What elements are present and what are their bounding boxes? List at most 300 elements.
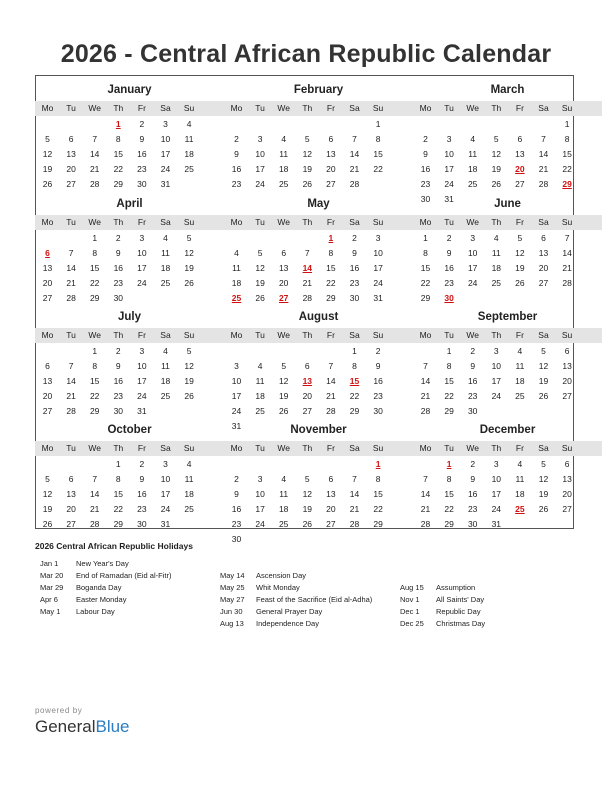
day-cell[interactable]: 12	[255, 263, 265, 273]
day-cell[interactable]: 9	[446, 248, 452, 258]
day-cell[interactable]: 20	[326, 164, 336, 174]
day-cell[interactable]: 31	[444, 194, 454, 204]
day-cell[interactable]: 28	[349, 179, 360, 189]
day-cell[interactable]: 9	[470, 361, 476, 371]
day-cell[interactable]: 19	[42, 504, 53, 514]
day-cell[interactable]: 3	[470, 233, 476, 243]
day-cell[interactable]: 25	[278, 179, 289, 189]
day-cell[interactable]: 11	[161, 248, 170, 258]
day-cell[interactable]: 5	[304, 134, 310, 144]
day-cell[interactable]: 7	[304, 248, 310, 258]
day-cell[interactable]: 23	[373, 391, 383, 401]
day-cell[interactable]: 18	[278, 164, 289, 174]
day-cell[interactable]: 21	[349, 504, 360, 514]
day-cell[interactable]: 4	[186, 119, 192, 129]
day-cell[interactable]: 19	[278, 391, 289, 401]
day-cell[interactable]: 21	[302, 278, 313, 288]
day-cell[interactable]: 22	[373, 164, 383, 174]
day-cell[interactable]: 18	[255, 391, 265, 401]
day-cell[interactable]: 11	[279, 149, 289, 159]
day-cell[interactable]: 1	[115, 459, 121, 469]
day-cell[interactable]: 22	[89, 391, 100, 401]
holiday-day-cell[interactable]: 15	[349, 376, 360, 386]
day-cell[interactable]: 18	[278, 504, 289, 514]
day-cell[interactable]: 13	[538, 248, 549, 258]
day-cell[interactable]: 16	[231, 164, 242, 174]
day-cell[interactable]: 10	[137, 361, 147, 371]
day-cell[interactable]: 8	[423, 248, 428, 258]
day-cell[interactable]: 19	[42, 164, 53, 174]
day-cell[interactable]: 1	[352, 346, 357, 356]
day-cell[interactable]: 15	[373, 489, 383, 499]
day-cell[interactable]: 3	[139, 233, 145, 243]
day-cell[interactable]: 16	[467, 489, 478, 499]
day-cell[interactable]: 30	[113, 293, 124, 303]
day-cell[interactable]: 9	[352, 248, 357, 258]
day-cell[interactable]: 5	[186, 346, 192, 356]
day-cell[interactable]: 8	[564, 134, 570, 144]
brand-logo[interactable]	[35, 717, 130, 737]
day-cell[interactable]: 15	[444, 489, 454, 499]
day-cell[interactable]: 17	[491, 489, 502, 499]
day-cell[interactable]: 5	[304, 474, 310, 484]
day-cell[interactable]: 19	[515, 263, 525, 273]
day-cell[interactable]: 7	[423, 474, 428, 484]
day-cell[interactable]: 27	[326, 519, 336, 529]
day-cell[interactable]: 28	[420, 519, 431, 529]
day-cell[interactable]: 15	[89, 263, 100, 273]
day-cell[interactable]: 14	[66, 263, 76, 273]
day-cell[interactable]: 31	[231, 421, 242, 431]
day-cell[interactable]: 7	[68, 248, 74, 258]
day-cell[interactable]: 25	[184, 164, 194, 174]
day-cell[interactable]: 22	[420, 278, 431, 288]
day-cell[interactable]: 9	[115, 248, 121, 258]
holiday-day-cell[interactable]: 20	[515, 164, 525, 174]
day-cell[interactable]: 22	[113, 504, 124, 514]
day-cell[interactable]: 30	[231, 534, 242, 544]
day-cell[interactable]: 2	[352, 233, 357, 243]
day-cell[interactable]: 7	[92, 134, 98, 144]
day-cell[interactable]: 12	[491, 149, 502, 159]
day-cell[interactable]: 24	[160, 164, 171, 174]
day-cell[interactable]: 27	[66, 179, 76, 189]
day-cell[interactable]: 19	[255, 278, 265, 288]
day-cell[interactable]: 20	[42, 391, 53, 401]
day-cell[interactable]: 13	[42, 376, 53, 386]
day-cell[interactable]: 20	[66, 164, 76, 174]
day-cell[interactable]: 6	[564, 459, 570, 469]
day-cell[interactable]: 27	[562, 391, 572, 401]
day-cell[interactable]: 22	[373, 504, 383, 514]
day-cell[interactable]: 11	[491, 248, 501, 258]
day-cell[interactable]: 10	[231, 376, 242, 386]
day-cell[interactable]: 13	[326, 489, 336, 499]
day-cell[interactable]: 16	[444, 263, 454, 273]
day-cell[interactable]: 20	[538, 263, 549, 273]
day-cell[interactable]: 2	[470, 459, 476, 469]
day-cell[interactable]: 8	[92, 248, 98, 258]
day-cell[interactable]: 13	[562, 474, 572, 484]
day-cell[interactable]: 2	[139, 119, 145, 129]
day-cell[interactable]: 29	[113, 519, 124, 529]
day-cell[interactable]: 11	[255, 376, 265, 386]
day-cell[interactable]: 21	[66, 391, 76, 401]
day-cell[interactable]: 29	[349, 406, 360, 416]
day-cell[interactable]: 4	[163, 346, 168, 356]
day-cell[interactable]: 15	[444, 376, 454, 386]
day-cell[interactable]: 23	[467, 391, 478, 401]
day-cell[interactable]: 4	[163, 233, 168, 243]
day-cell[interactable]: 31	[160, 179, 171, 189]
day-cell[interactable]: 24	[491, 504, 502, 514]
holiday-day-cell[interactable]: 25	[231, 293, 242, 303]
day-cell[interactable]: 5	[257, 248, 263, 258]
day-cell[interactable]: 9	[115, 361, 121, 371]
day-cell[interactable]: 5	[517, 233, 523, 243]
day-cell[interactable]: 28	[89, 519, 100, 529]
day-cell[interactable]: 1	[446, 346, 452, 356]
day-cell[interactable]: 11	[515, 361, 525, 371]
day-cell[interactable]: 28	[66, 406, 76, 416]
day-cell[interactable]: 12	[302, 149, 313, 159]
day-cell[interactable]: 5	[45, 474, 50, 484]
day-cell[interactable]: 24	[467, 278, 478, 288]
day-cell[interactable]: 22	[326, 278, 336, 288]
holiday-day-cell[interactable]: 1	[328, 233, 334, 243]
day-cell[interactable]: 16	[467, 376, 478, 386]
day-cell[interactable]: 15	[89, 376, 100, 386]
holiday-day-cell[interactable]: 14	[302, 263, 313, 273]
day-cell[interactable]: 21	[562, 263, 572, 273]
day-cell[interactable]: 13	[42, 263, 53, 273]
day-cell[interactable]: 4	[234, 248, 239, 258]
day-cell[interactable]: 7	[68, 361, 74, 371]
day-cell[interactable]: 14	[562, 248, 572, 258]
day-cell[interactable]: 29	[89, 406, 100, 416]
day-cell[interactable]: 18	[515, 489, 525, 499]
day-cell[interactable]: 25	[255, 406, 265, 416]
day-cell[interactable]: 3	[163, 459, 168, 469]
day-cell[interactable]: 29	[444, 406, 454, 416]
day-cell[interactable]: 30	[137, 519, 147, 529]
day-cell[interactable]: 22	[444, 504, 454, 514]
day-cell[interactable]: 30	[467, 406, 478, 416]
day-cell[interactable]: 24	[373, 278, 383, 288]
day-cell[interactable]: 5	[45, 134, 50, 144]
day-cell[interactable]: 2	[470, 346, 476, 356]
day-cell[interactable]: 17	[255, 164, 265, 174]
day-cell[interactable]: 23	[113, 391, 124, 401]
day-cell[interactable]: 8	[375, 474, 381, 484]
day-cell[interactable]: 26	[538, 504, 549, 514]
holiday-day-cell[interactable]: 27	[278, 293, 289, 303]
holiday-day-cell[interactable]: 1	[115, 119, 121, 129]
day-cell[interactable]: 5	[493, 134, 499, 144]
day-cell[interactable]: 2	[234, 134, 239, 144]
day-cell[interactable]: 19	[302, 504, 313, 514]
day-cell[interactable]: 10	[373, 248, 383, 258]
day-cell[interactable]: 6	[45, 361, 50, 371]
day-cell[interactable]: 27	[562, 504, 572, 514]
day-cell[interactable]: 4	[257, 361, 263, 371]
day-cell[interactable]: 7	[564, 233, 570, 243]
day-cell[interactable]: 7	[352, 474, 357, 484]
day-cell[interactable]: 29	[326, 293, 336, 303]
day-cell[interactable]: 23	[137, 504, 147, 514]
day-cell[interactable]: 19	[184, 376, 194, 386]
day-cell[interactable]: 27	[538, 278, 549, 288]
day-cell[interactable]: 13	[66, 489, 76, 499]
day-cell[interactable]: 21	[420, 504, 431, 514]
day-cell[interactable]: 28	[562, 278, 572, 288]
day-cell[interactable]: 21	[420, 391, 431, 401]
day-cell[interactable]: 18	[491, 263, 502, 273]
day-cell[interactable]: 1	[375, 119, 381, 129]
day-cell[interactable]: 8	[92, 361, 98, 371]
day-cell[interactable]: 23	[137, 164, 147, 174]
day-cell[interactable]: 3	[446, 134, 452, 144]
holiday-day-cell[interactable]: 29	[562, 179, 572, 189]
day-cell[interactable]: 25	[184, 504, 194, 514]
holiday-day-cell[interactable]: 13	[302, 376, 313, 386]
day-cell[interactable]: 19	[184, 263, 194, 273]
day-cell[interactable]: 24	[255, 179, 265, 189]
day-cell[interactable]: 7	[92, 474, 98, 484]
day-cell[interactable]: 5	[281, 361, 287, 371]
day-cell[interactable]: 27	[42, 293, 53, 303]
day-cell[interactable]: 29	[373, 519, 383, 529]
day-cell[interactable]: 7	[423, 361, 428, 371]
day-cell[interactable]: 11	[232, 263, 241, 273]
day-cell[interactable]: 20	[42, 278, 53, 288]
day-cell[interactable]: 26	[255, 293, 265, 303]
day-cell[interactable]: 10	[160, 474, 171, 484]
day-cell[interactable]: 24	[160, 504, 171, 514]
day-cell[interactable]: 3	[375, 233, 381, 243]
day-cell[interactable]: 10	[160, 134, 171, 144]
day-cell[interactable]: 3	[493, 346, 499, 356]
day-cell[interactable]: 10	[255, 149, 265, 159]
day-cell[interactable]: 8	[446, 361, 452, 371]
day-cell[interactable]: 31	[491, 519, 502, 529]
day-cell[interactable]: 5	[186, 233, 192, 243]
day-cell[interactable]: 26	[302, 519, 313, 529]
day-cell[interactable]: 14	[89, 149, 100, 159]
day-cell[interactable]: 21	[89, 164, 100, 174]
day-cell[interactable]: 2	[234, 474, 239, 484]
day-cell[interactable]: 26	[184, 278, 194, 288]
day-cell[interactable]: 30	[373, 406, 383, 416]
day-cell[interactable]: 31	[373, 293, 383, 303]
day-cell[interactable]: 17	[467, 263, 478, 273]
day-cell[interactable]: 12	[184, 361, 194, 371]
day-cell[interactable]: 25	[491, 278, 502, 288]
day-cell[interactable]: 23	[444, 278, 454, 288]
day-cell[interactable]: 17	[231, 391, 242, 401]
day-cell[interactable]: 6	[517, 134, 523, 144]
day-cell[interactable]: 2	[139, 459, 145, 469]
day-cell[interactable]: 6	[564, 346, 570, 356]
day-cell[interactable]: 26	[42, 179, 53, 189]
day-cell[interactable]: 30	[349, 293, 360, 303]
day-cell[interactable]: 14	[420, 489, 431, 499]
day-cell[interactable]: 12	[538, 474, 549, 484]
day-cell[interactable]: 7	[541, 134, 546, 144]
day-cell[interactable]: 4	[517, 459, 523, 469]
day-cell[interactable]: 11	[279, 489, 289, 499]
day-cell[interactable]: 30	[420, 194, 431, 204]
day-cell[interactable]: 16	[231, 504, 242, 514]
day-cell[interactable]: 15	[113, 489, 124, 499]
day-cell[interactable]: 2	[375, 346, 381, 356]
day-cell[interactable]: 28	[538, 179, 549, 189]
day-cell[interactable]: 13	[278, 263, 289, 273]
day-cell[interactable]: 2	[115, 233, 121, 243]
day-cell[interactable]: 9	[139, 474, 145, 484]
day-cell[interactable]: 24	[137, 391, 147, 401]
day-cell[interactable]: 12	[515, 248, 525, 258]
day-cell[interactable]: 24	[231, 406, 242, 416]
day-cell[interactable]: 13	[562, 361, 572, 371]
day-cell[interactable]: 13	[66, 149, 76, 159]
day-cell[interactable]: 4	[281, 134, 287, 144]
day-cell[interactable]: 13	[515, 149, 525, 159]
day-cell[interactable]: 23	[231, 179, 242, 189]
day-cell[interactable]: 4	[517, 346, 523, 356]
day-cell[interactable]: 26	[278, 406, 289, 416]
day-cell[interactable]: 8	[375, 134, 381, 144]
day-cell[interactable]: 25	[160, 278, 171, 288]
day-cell[interactable]: 16	[373, 376, 383, 386]
day-cell[interactable]: 16	[137, 149, 147, 159]
day-cell[interactable]: 3	[139, 346, 145, 356]
day-cell[interactable]: 28	[66, 293, 76, 303]
day-cell[interactable]: 14	[89, 489, 100, 499]
day-cell[interactable]: 6	[68, 474, 74, 484]
day-cell[interactable]: 3	[257, 134, 263, 144]
day-cell[interactable]: 18	[231, 278, 242, 288]
day-cell[interactable]: 15	[373, 149, 383, 159]
day-cell[interactable]: 12	[538, 361, 549, 371]
day-cell[interactable]: 11	[184, 474, 194, 484]
day-cell[interactable]: 24	[444, 179, 454, 189]
day-cell[interactable]: 25	[515, 391, 525, 401]
day-cell[interactable]: 28	[89, 179, 100, 189]
holiday-day-cell[interactable]: 30	[444, 293, 454, 303]
day-cell[interactable]: 6	[541, 233, 546, 243]
day-cell[interactable]: 10	[137, 248, 147, 258]
day-cell[interactable]: 29	[113, 179, 124, 189]
day-cell[interactable]: 30	[113, 406, 124, 416]
day-cell[interactable]: 6	[328, 474, 334, 484]
day-cell[interactable]: 10	[444, 149, 454, 159]
day-cell[interactable]: 23	[420, 179, 431, 189]
day-cell[interactable]: 3	[234, 361, 239, 371]
holiday-day-cell[interactable]: 1	[446, 459, 452, 469]
day-cell[interactable]: 8	[115, 474, 121, 484]
day-cell[interactable]: 31	[160, 519, 171, 529]
day-cell[interactable]: 18	[184, 149, 194, 159]
day-cell[interactable]: 30	[137, 179, 147, 189]
day-cell[interactable]: 26	[184, 391, 194, 401]
day-cell[interactable]: 14	[420, 376, 431, 386]
day-cell[interactable]: 17	[137, 263, 147, 273]
day-cell[interactable]: 20	[302, 391, 313, 401]
day-cell[interactable]: 24	[255, 519, 265, 529]
day-cell[interactable]: 6	[281, 248, 287, 258]
day-cell[interactable]: 19	[538, 489, 549, 499]
day-cell[interactable]: 8	[328, 248, 334, 258]
day-cell[interactable]: 6	[304, 361, 310, 371]
day-cell[interactable]: 13	[326, 149, 336, 159]
holiday-day-cell[interactable]: 25	[515, 504, 525, 514]
day-cell[interactable]: 21	[538, 164, 549, 174]
day-cell[interactable]: 9	[423, 149, 428, 159]
day-cell[interactable]: 3	[257, 474, 263, 484]
day-cell[interactable]: 7	[352, 134, 357, 144]
day-cell[interactable]: 20	[326, 504, 336, 514]
day-cell[interactable]: 16	[113, 263, 124, 273]
day-cell[interactable]: 7	[328, 361, 334, 371]
day-cell[interactable]: 22	[89, 278, 100, 288]
day-cell[interactable]: 14	[349, 489, 360, 499]
day-cell[interactable]: 26	[515, 278, 525, 288]
day-cell[interactable]: 17	[137, 376, 147, 386]
day-cell[interactable]: 12	[42, 149, 53, 159]
day-cell[interactable]: 4	[493, 233, 499, 243]
day-cell[interactable]: 10	[491, 474, 502, 484]
day-cell[interactable]: 16	[420, 164, 431, 174]
day-cell[interactable]: 27	[66, 519, 76, 529]
day-cell[interactable]: 11	[468, 149, 478, 159]
day-cell[interactable]: 15	[326, 263, 336, 273]
day-cell[interactable]: 17	[444, 164, 454, 174]
day-cell[interactable]: 4	[470, 134, 476, 144]
day-cell[interactable]: 10	[255, 489, 265, 499]
day-cell[interactable]: 1	[564, 119, 570, 129]
day-cell[interactable]: 20	[562, 489, 572, 499]
day-cell[interactable]: 26	[302, 179, 313, 189]
day-cell[interactable]: 8	[446, 474, 452, 484]
day-cell[interactable]: 18	[515, 376, 525, 386]
day-cell[interactable]: 9	[234, 489, 239, 499]
day-cell[interactable]: 5	[541, 346, 546, 356]
day-cell[interactable]: 14	[538, 149, 549, 159]
day-cell[interactable]: 16	[137, 489, 147, 499]
day-cell[interactable]: 26	[42, 519, 53, 529]
day-cell[interactable]: 23	[231, 519, 242, 529]
day-cell[interactable]: 8	[352, 361, 357, 371]
day-cell[interactable]: 20	[562, 376, 572, 386]
day-cell[interactable]: 12	[302, 489, 313, 499]
day-cell[interactable]: 14	[66, 376, 76, 386]
day-cell[interactable]: 9	[470, 474, 476, 484]
day-cell[interactable]: 26	[491, 179, 502, 189]
holiday-day-cell[interactable]: 6	[45, 248, 50, 258]
day-cell[interactable]: 10	[467, 248, 478, 258]
day-cell[interactable]: 9	[375, 361, 381, 371]
day-cell[interactable]: 6	[68, 134, 74, 144]
day-cell[interactable]: 4	[281, 474, 287, 484]
day-cell[interactable]: 2	[446, 233, 452, 243]
day-cell[interactable]: 2	[115, 346, 121, 356]
day-cell[interactable]: 20	[66, 504, 76, 514]
day-cell[interactable]: 28	[349, 519, 360, 529]
day-cell[interactable]: 17	[255, 504, 265, 514]
day-cell[interactable]: 8	[115, 134, 121, 144]
day-cell[interactable]: 30	[467, 519, 478, 529]
